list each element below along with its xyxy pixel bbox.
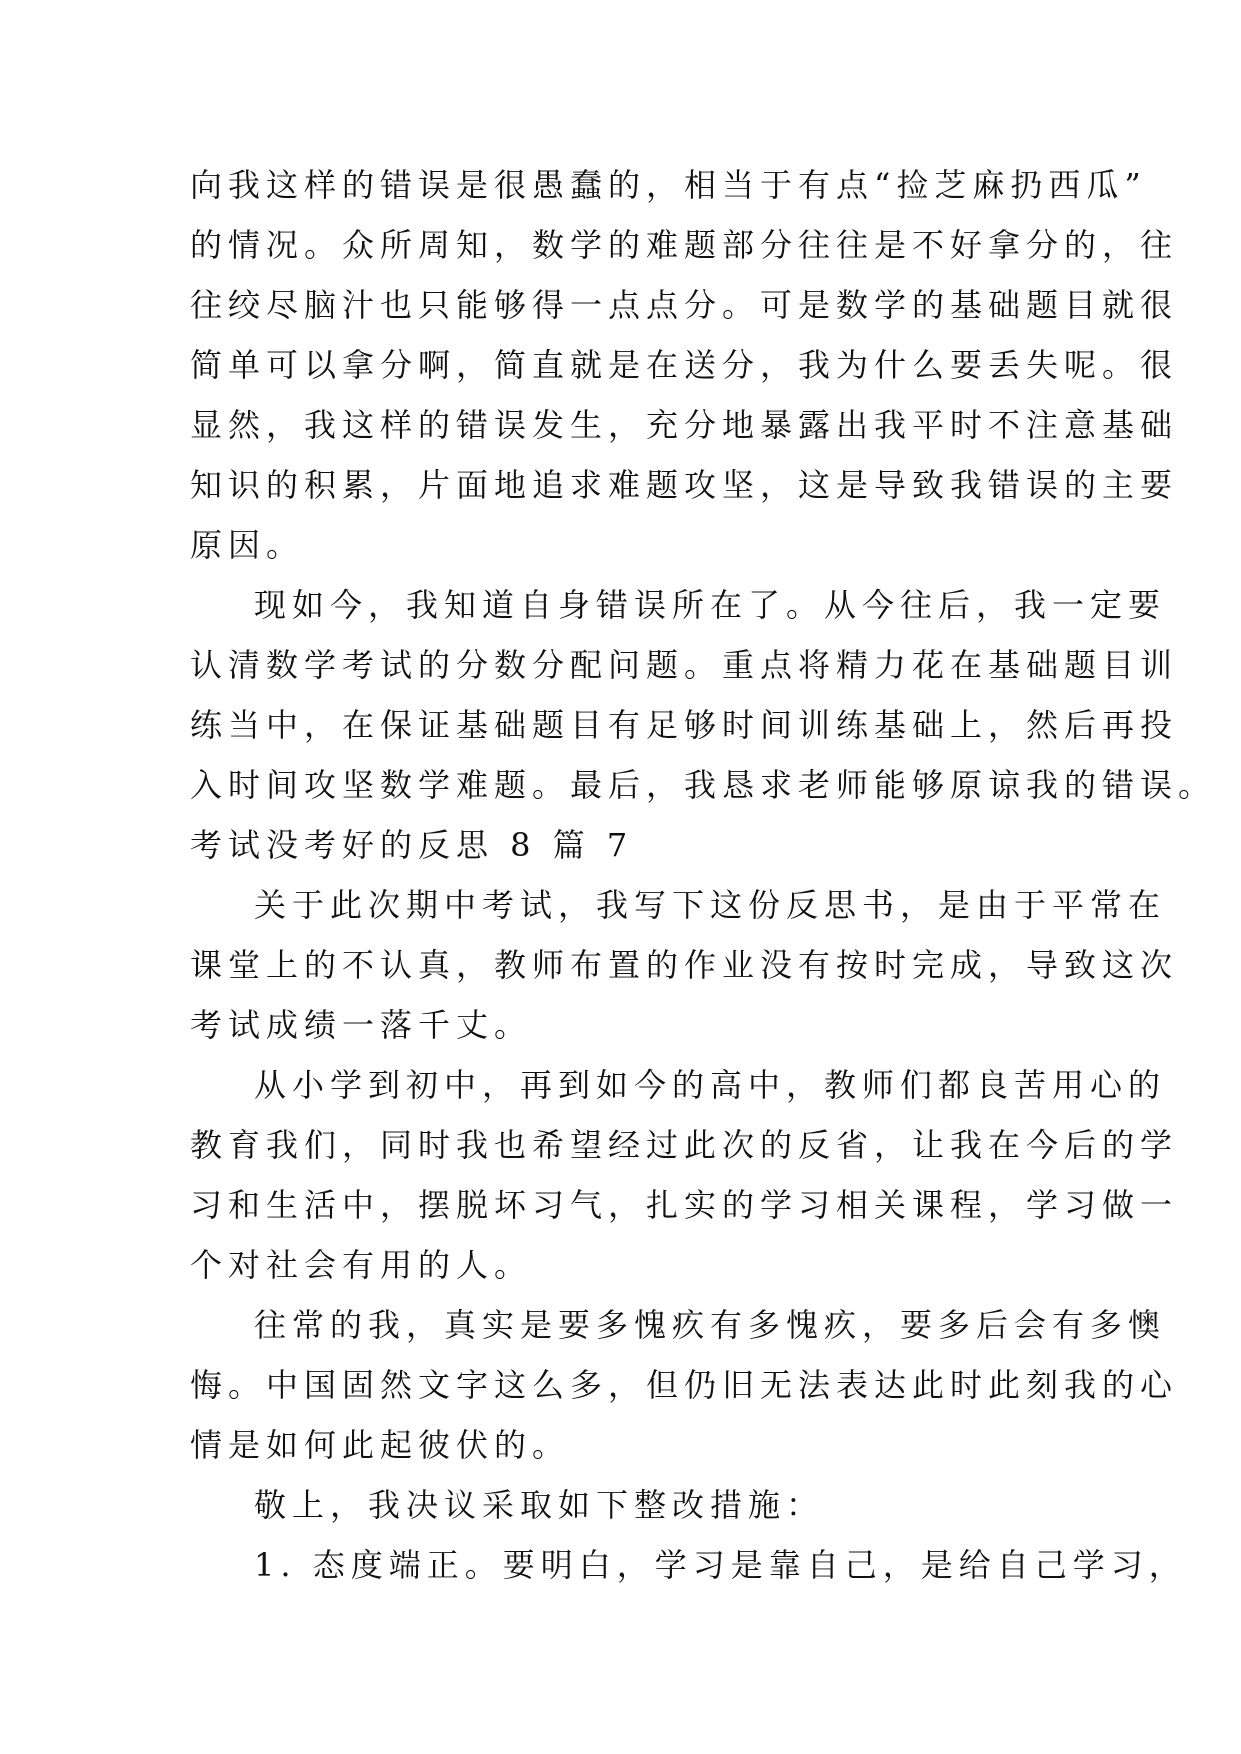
paragraph-first-line: 现如今，我知道自身错误所在了。从今往后，我一定要	[254, 586, 1167, 624]
text-line: 教育我们，同时我也希望经过此次的反省，让我在今后的学	[190, 1126, 1179, 1164]
text-line: 认清数学考试的分数分配问题。重点将精力花在基础题目训	[190, 646, 1179, 684]
text-line: 简单可以拿分啊，简直就是在送分，我为什么要丢失呢。很	[190, 346, 1179, 384]
paragraph-first-line: 往常的我，真实是要多愧疚有多愧疚，要多后会有多懊	[254, 1306, 1167, 1344]
text-line: 原因。	[190, 526, 305, 564]
text-line: 考试没考好的反思 8 篇 7	[190, 826, 634, 864]
paragraph-first-line: 1. 态度端正。要明白，学习是靠自己，是给自己学习，	[254, 1546, 1187, 1584]
text-line: 的情况。众所周知，数学的难题部分往往是不好拿分的，往	[190, 226, 1179, 264]
document-body	[190, 155, 1217, 1595]
text-line: 往绞尽脑汁也只能够得一点点分。可是数学的基础题目就很	[190, 286, 1179, 324]
text-line: 习和生活中，摆脱坏习气，扎实的学习相关课程，学习做一	[190, 1186, 1179, 1224]
text-line: 显然，我这样的错误发生，充分地暴露出我平时不注意基础	[190, 406, 1179, 444]
text-line: 个对社会有用的人。	[190, 1246, 533, 1284]
paragraph-first-line: 从小学到初中，再到如今的高中，教师们都良苦用心的	[254, 1066, 1167, 1104]
paragraph-first-line: 敬上，我决议采取如下整改措施：	[254, 1486, 825, 1524]
paragraph-first-line: 关于此次期中考试，我写下这份反思书，是由于平常在	[254, 886, 1167, 924]
text-line: 悔。中国固然文字这么多，但仍旧无法表达此时此刻我的心	[190, 1366, 1179, 1404]
text-line: 知识的积累，片面地追求难题攻坚，这是导致我错误的主要	[190, 466, 1179, 504]
text-line: 情是如何此起彼伏的。	[190, 1426, 571, 1464]
text-line: 向我这样的错误是很愚蠢的，相当于有点“捡芝麻扔西瓜”	[190, 166, 1147, 204]
text-line: 课堂上的不认真，教师布置的作业没有按时完成，导致这次	[190, 946, 1179, 984]
text-line: 入时间攻坚数学难题。最后，我恳求老师能够原谅我的错误。	[190, 766, 1217, 804]
text-line: 考试成绩一落千丈。	[190, 1006, 533, 1044]
text-line: 练当中，在保证基础题目有足够时间训练基础上，然后再投	[190, 706, 1179, 744]
